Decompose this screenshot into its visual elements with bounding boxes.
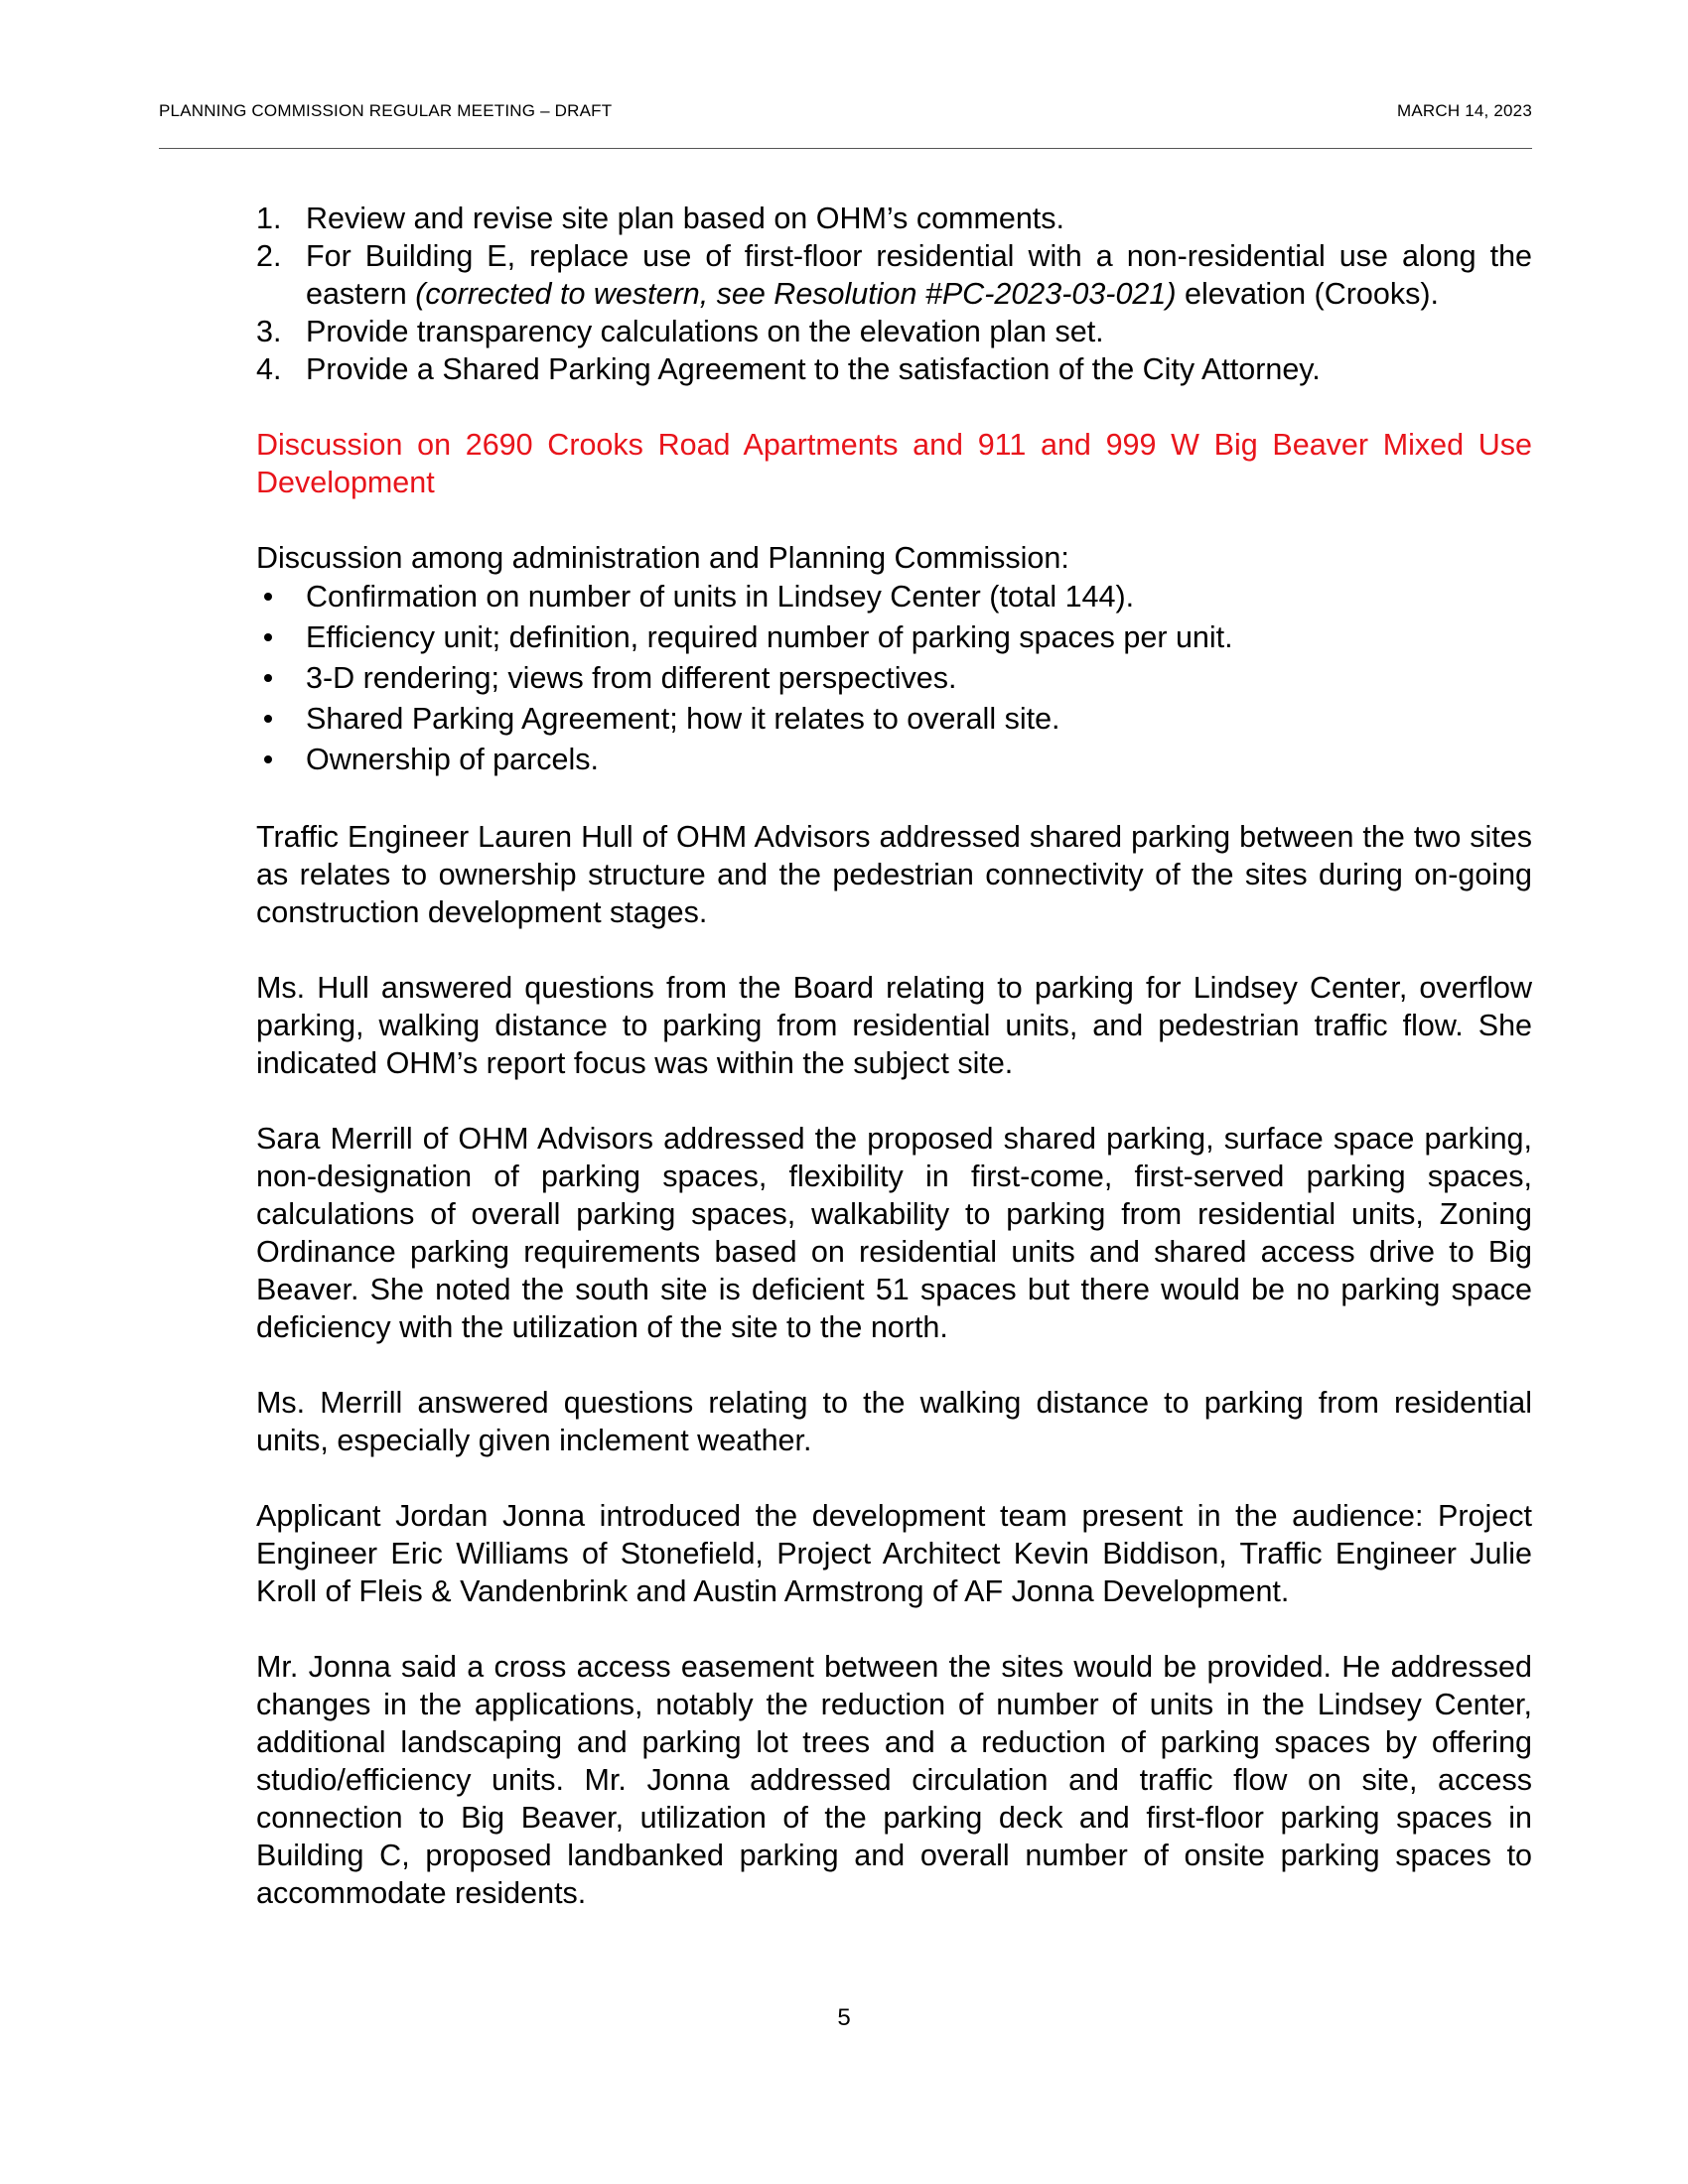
paragraph-merrill-questions: Ms. Merrill answered questions relating to the walking distance to parking from residential units, especially given inclement weather. — [256, 1386, 1532, 1457]
list-item — [256, 740, 1532, 780]
section-heading: Discussion on 2690 Crooks Road Apartments and 911 and 999 W Big Beaver Mixed Use Development — [256, 428, 1532, 499]
paragraph-hull-questions: Ms. Hull answered questions from the Board relating to parking for Lindsey Center, overflow parking, walking distance to parking from residential units, and pedestrian traffic flow. She indicated OHM’s report focus was within the subject site. — [256, 971, 1532, 1080]
list-item-number: 3. — [256, 315, 282, 348]
list-item-text: Confirmation on number of units in Lindsey Center (total 144). — [306, 580, 1135, 614]
list-item-text: Shared Parking Agreement; how it relates to overall site. — [306, 702, 1060, 736]
list-item — [256, 577, 1532, 617]
list-item-number: 1. — [256, 202, 282, 235]
bullet-icon — [264, 593, 272, 601]
discussion-intro: Discussion among administration and Planning Commission: — [256, 541, 1069, 575]
list-item — [256, 658, 1532, 699]
bullet-icon — [264, 715, 272, 723]
header-divider — [159, 148, 1532, 149]
list-item-text: For Building E, replace use of first-floor residential with a non-residential use along the eastern — [306, 239, 1532, 311]
conditions-list — [256, 200, 1532, 388]
header-date: MARCH 14, 2023 — [1396, 101, 1532, 120]
discussion-points — [256, 577, 1532, 780]
paragraph-hull-shared-parking: Traffic Engineer Lauren Hull of OHM Advisors addressed shared parking between the two sites as relates to ownership structure and the pedestrian connectivity of the sites during on-going construction development stages. — [256, 820, 1532, 929]
list-item-text: Provide transparency calculations on the elevation plan set. — [306, 315, 1104, 348]
list-item-number: 4. — [256, 352, 282, 386]
bullet-icon — [264, 755, 272, 763]
paragraph-applicant-team: Applicant Jordan Jonna introduced the development team present in the audience: Project Engineer Eric Williams of Stonefield, Project Architect Kevin Biddison, Traffic Engineer Julie Kroll of Fleis & Vandenbrink and Austin Armstrong of AF Jonna Development. — [256, 1499, 1532, 1608]
list-item — [256, 200, 1532, 237]
list-item-text: Provide a Shared Parking Agreement to the satisfaction of the City Attorney. — [306, 352, 1321, 386]
correction-note: (corrected to western, see Resolution #PC-2023-03-021) — [415, 277, 1177, 311]
list-item — [256, 237, 1532, 313]
list-item — [256, 350, 1532, 388]
list-item-text: Ownership of parcels. — [306, 743, 599, 776]
paragraph-merrill-parking: Sara Merrill of OHM Advisors addressed the proposed shared parking, surface space parking, non-designation of parking spaces, flexibility in first-come, first-served parking spaces, calculations of overall parking spaces, walkability to parking from residential units, Zoning Ordinance parking requirements based on residential units and shared access drive to Big Beaver. She noted the south site is deficient 51 spaces but there would be no parking space deficiency with the utilization of the site to the north. — [256, 1122, 1532, 1344]
paragraph-jonna-changes: Mr. Jonna said a cross access easement between the sites would be provided. He addressed changes in the applications, notably the reduction of number of units in the Lindsey Center, additional landscaping and parking lot trees and a reduction of parking spaces by offering studio/efficiency units. Mr. Jonna addressed circulation and traffic flow on site, access connection to Big Beaver, utilization of the parking deck and first-floor parking spaces in Building C, proposed landbanked parking and overall number of onsite parking spaces to accommodate residents. — [256, 1650, 1532, 1910]
list-item-text-end: elevation (Crooks). — [1176, 277, 1439, 311]
list-item — [256, 313, 1532, 350]
bullet-icon — [264, 633, 272, 641]
list-item-text: 3-D rendering; views from different perspectives. — [306, 661, 957, 695]
list-item-text: Efficiency unit; definition, required number of parking spaces per unit. — [306, 620, 1233, 654]
header-meeting-title: PLANNING COMMISSION REGULAR MEETING – DRAFT — [159, 101, 613, 120]
page-number: 5 — [837, 2004, 851, 2031]
list-item-number: 2. — [256, 239, 282, 273]
document-body — [256, 200, 1532, 1912]
list-item — [256, 699, 1532, 740]
bullet-icon — [264, 674, 272, 682]
list-item — [256, 617, 1532, 658]
list-item-text: Review and revise site plan based on OHM’s comments. — [306, 202, 1064, 235]
